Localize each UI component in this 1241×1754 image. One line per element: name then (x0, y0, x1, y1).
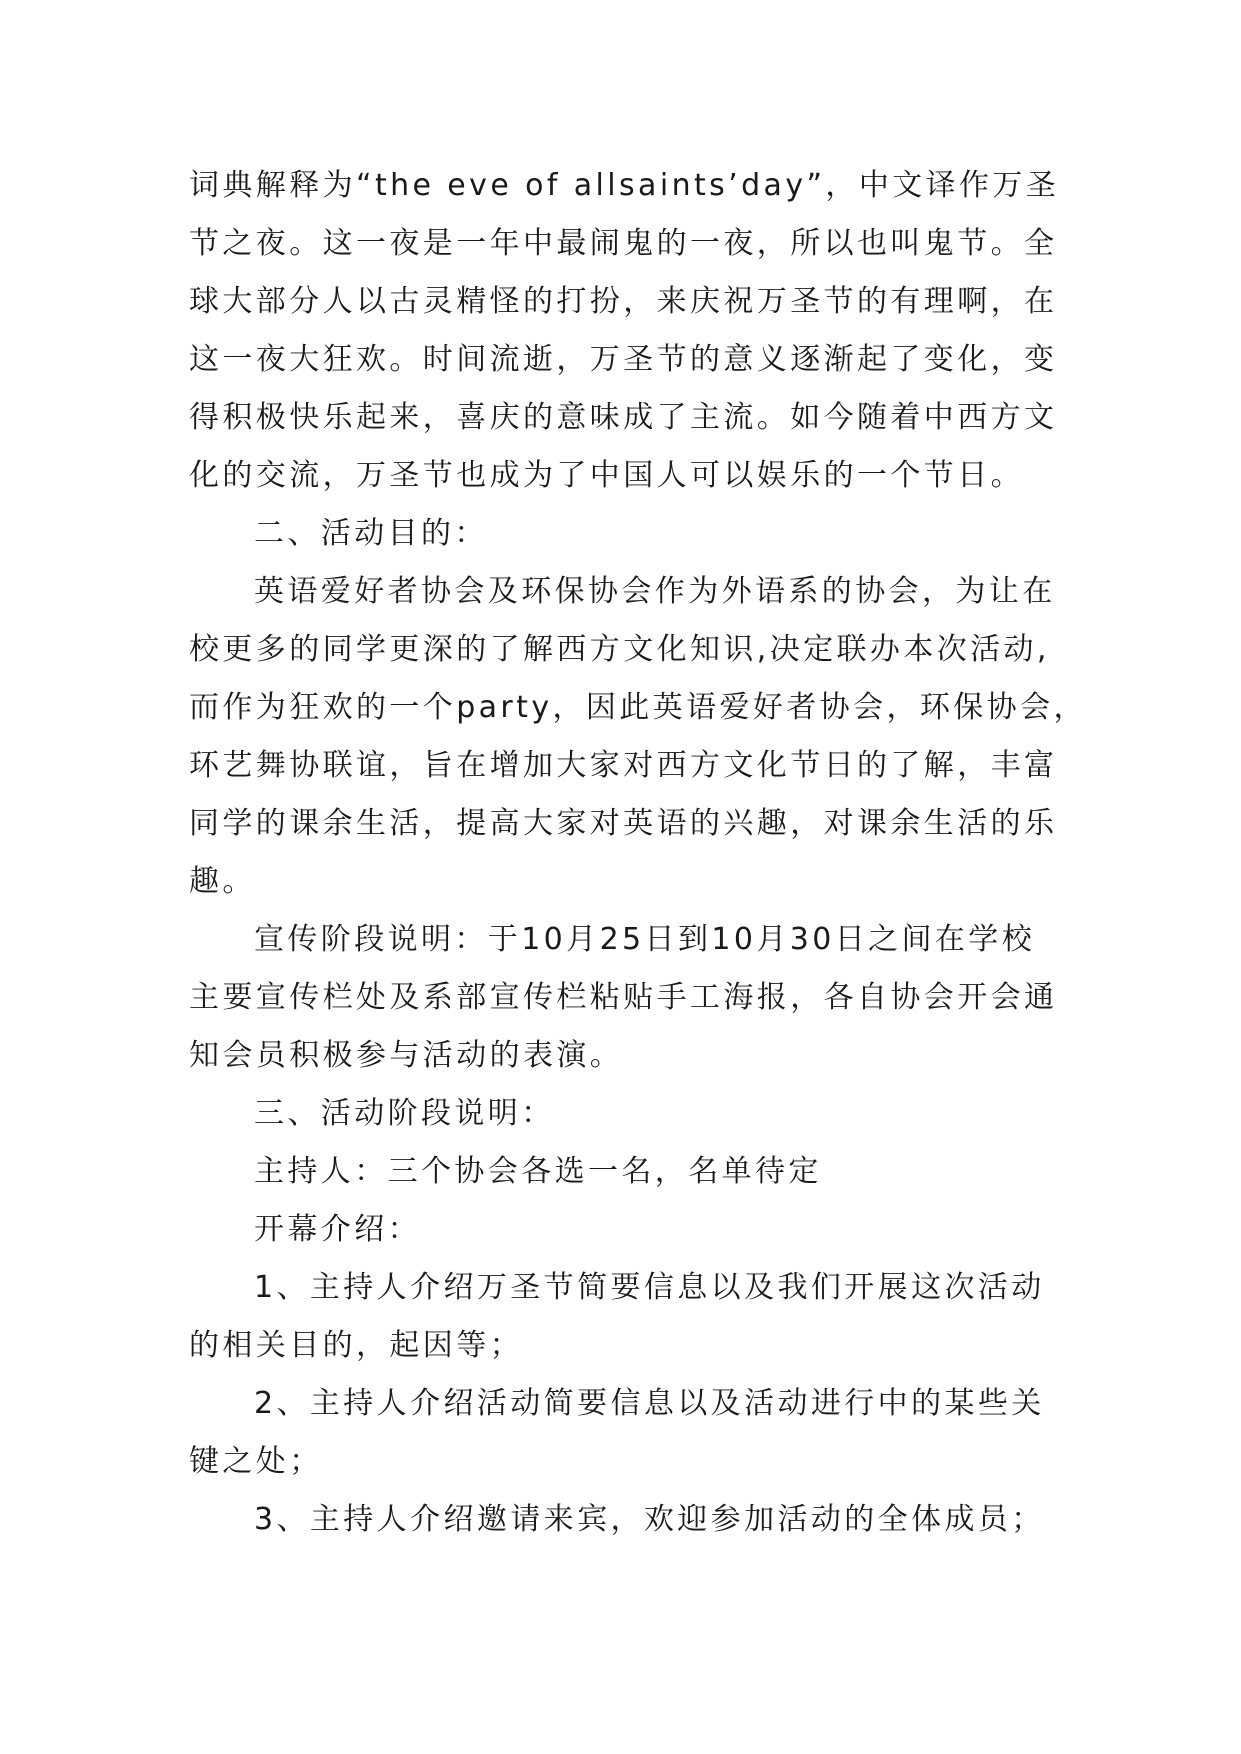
text-line: 同学的课余生活，提高大家对英语的兴趣，对课余生活的乐 (189, 806, 1058, 841)
text-line: 宣传阶段说明：于10月25日到10月30日之间在学校 (254, 922, 1036, 957)
text-line: 球大部分人以古灵精怪的打扮，来庆祝万圣节的有理啊，在 (189, 284, 1058, 319)
text-line: 主要宣传栏处及系部宣传栏粘贴手工海报，各自协会开会通 (189, 980, 1058, 1015)
text-line: 知会员积极参与活动的表演。 (189, 1038, 624, 1073)
text-line: 这一夜大狂欢。时间流逝，万圣节的意义逐渐起了变化，变 (189, 342, 1058, 377)
text-line: 而作为狂欢的一个party，因此英语爱好者协会，环保协会， (189, 690, 1087, 725)
text-line: 键之处； (189, 1444, 323, 1479)
text-line: 趣。 (189, 864, 256, 899)
list-item: 2、主持人介绍活动简要信息以及活动进行中的某些关 (254, 1386, 1045, 1421)
text-line: 英语爱好者协会及环保协会作为外语系的协会，为让在 (254, 574, 1056, 609)
text-line: 化的交流，万圣节也成为了中国人可以娱乐的一个节日。 (189, 458, 1024, 493)
text-line: 开幕介绍： (254, 1212, 421, 1247)
text-line: 节之夜。这一夜是一年中最闹鬼的一夜，所以也叫鬼节。全 (189, 226, 1058, 261)
text-line: 词典解释为“the eve of allsaints’day”，中文译作万圣 (189, 168, 1060, 203)
text-line: 环艺舞协联谊，旨在增加大家对西方文化节日的了解，丰富 (189, 748, 1058, 783)
section-heading: 二、活动目的： (254, 516, 488, 551)
text-line: 得积极快乐起来，喜庆的意味成了主流。如今随着中西方文 (189, 400, 1058, 435)
text-line: 的相关目的，起因等； (189, 1328, 523, 1363)
list-item: 3、主持人介绍邀请来宾，欢迎参加活动的全体成员； (254, 1502, 1045, 1537)
text-line: 主持人：三个协会各选一名，名单待定 (254, 1154, 822, 1189)
text-line: 校更多的同学更深的了解西方文化知识,决定联办本次活动, (189, 632, 1050, 667)
section-heading: 三、活动阶段说明： (254, 1096, 555, 1131)
list-item: 1、主持人介绍万圣节简要信息以及我们开展这次活动 (254, 1270, 1045, 1305)
